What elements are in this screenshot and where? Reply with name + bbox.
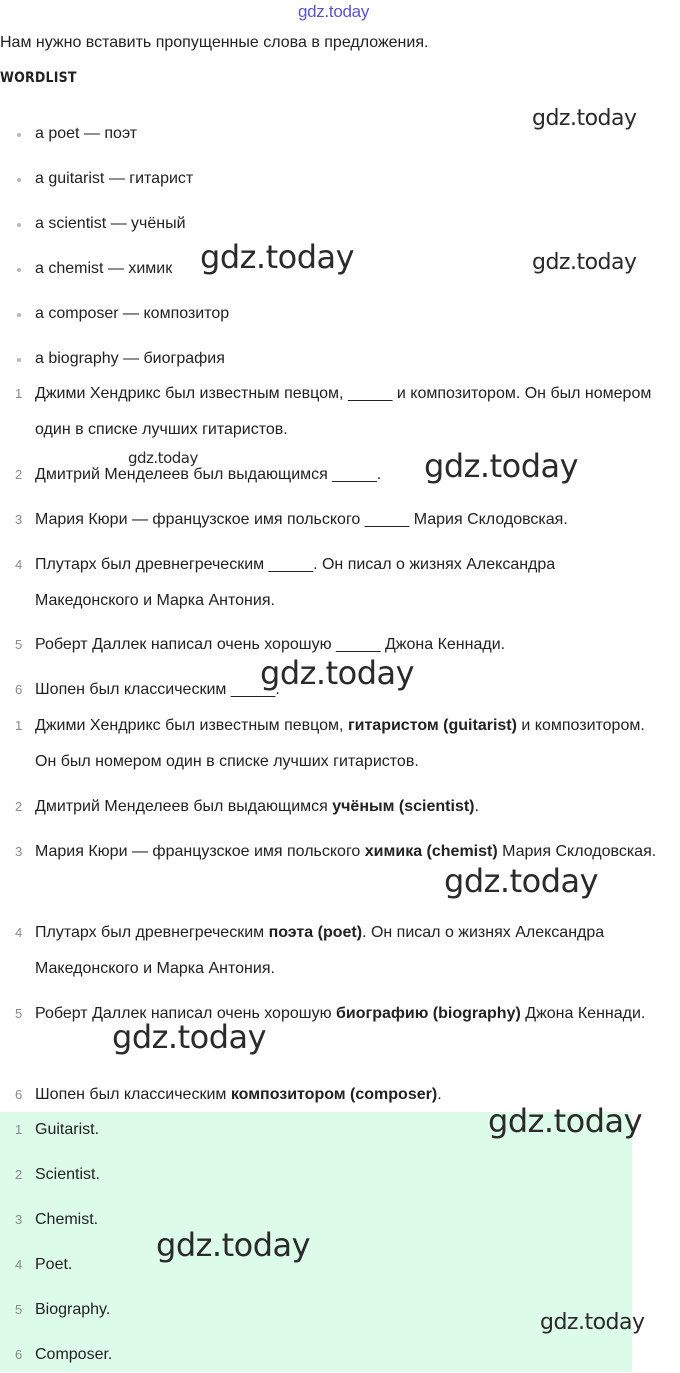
wordlist-item: a biography — биография <box>35 350 225 367</box>
watermark: gdz.today <box>532 250 637 275</box>
item-text: Мария Кюри — французское имя польского _____ Мария Склодовская. <box>35 511 568 528</box>
intro-text: Нам нужно вставить пропущенные слова в предложения. <box>0 34 429 51</box>
wordlist-item: a chemist — химик <box>35 260 173 277</box>
item-text: Scientist. <box>35 1166 100 1183</box>
item-text: Роберт Даллек написал очень хорошую биографию (biography) Джона Кеннади. <box>35 1005 646 1022</box>
watermark: gdz.today <box>488 1102 643 1140</box>
answer-word: гитаристом (guitarist) <box>347 717 517 734</box>
item-number: 6 <box>15 682 23 697</box>
header-watermark: gdz.today <box>298 2 370 21</box>
answers-panel <box>0 1112 632 1372</box>
item-number: 5 <box>15 637 23 652</box>
item-number: 2 <box>15 799 23 814</box>
item-number: 3 <box>15 1212 23 1227</box>
item-text: Biography. <box>35 1301 111 1318</box>
item-text: Джими Хендрикс был известным певцом, _____ и композитором. Он был номером один в списке лучших гитаристов. <box>35 385 652 438</box>
item-number: 3 <box>15 844 23 859</box>
item-text: Дмитрий Менделеев был выдающимся _____. <box>35 466 382 483</box>
watermark: gdz.today <box>444 862 599 900</box>
item-number: 6 <box>15 1087 23 1102</box>
watermark: gdz.today <box>200 238 355 276</box>
item-number: 1 <box>15 386 23 401</box>
answer-word: биографию (biography) <box>336 1005 521 1022</box>
item-number: 4 <box>15 1257 23 1272</box>
item-number: 5 <box>15 1302 23 1317</box>
item-text: Мария Кюри — французское имя польского химика (chemist) Мария Склодовская. <box>35 843 657 860</box>
item-text: Poet. <box>35 1256 73 1273</box>
wordlist-item: a guitarist — гитарист <box>35 170 194 187</box>
answer-word: учёным (scientist) <box>332 798 475 815</box>
item-text: Шопен был классическим _____. <box>35 681 280 698</box>
item-number: 4 <box>15 557 23 572</box>
item-number: 2 <box>15 467 23 482</box>
watermark: gdz.today <box>540 1310 645 1335</box>
wordlist-title: WORDLIST <box>0 70 77 86</box>
watermark: gdz.today <box>532 106 637 131</box>
watermark: gdz.today <box>424 447 579 485</box>
watermark: gdz.today <box>112 1018 267 1056</box>
watermark: gdz.today <box>156 1226 311 1264</box>
item-text: Chemist. <box>35 1211 99 1228</box>
item-number: 6 <box>15 1347 23 1362</box>
watermark: gdz.today <box>260 654 415 692</box>
item-text: Guitarist. <box>35 1121 100 1138</box>
wordlist-item: a scientist — учёный <box>35 215 186 232</box>
answer-word: химика (chemist) <box>364 843 498 860</box>
wordlist-item: a poet — поэт <box>35 125 138 142</box>
item-text: Шопен был классическим композитором (composer). <box>35 1086 442 1103</box>
item-number: 5 <box>15 1006 23 1021</box>
item-number: 2 <box>15 1167 23 1182</box>
item-text: Плутарх был древнегреческим поэта (poet). Он писал о жизнях Александра Македонского и Марка Антония. <box>35 924 605 977</box>
item-number: 1 <box>15 718 23 733</box>
answer-word: поэта (poet) <box>268 924 363 941</box>
item-number: 1 <box>15 1122 23 1137</box>
item-text: Composer. <box>35 1346 113 1363</box>
item-text: Джими Хендрикс был известным певцом, гитаристом (guitarist) и композитором. Он был номером один в списке лучших гитаристов. <box>35 717 645 770</box>
answer-word: композитором (composer) <box>230 1086 438 1103</box>
item-number: 3 <box>15 512 23 527</box>
item-number: 4 <box>15 925 23 940</box>
item-text: Дмитрий Менделеев был выдающимся учёным (scientist). <box>35 798 479 815</box>
watermark: gdz.today <box>128 449 198 467</box>
wordlist-item: a composer — композитор <box>35 305 230 322</box>
item-text: Плутарх был древнегреческим _____. Он писал о жизнях Александра Македонского и Марка Антония. <box>35 556 556 609</box>
item-text: Роберт Даллек написал очень хорошую _____ Джона Кеннади. <box>35 636 506 653</box>
